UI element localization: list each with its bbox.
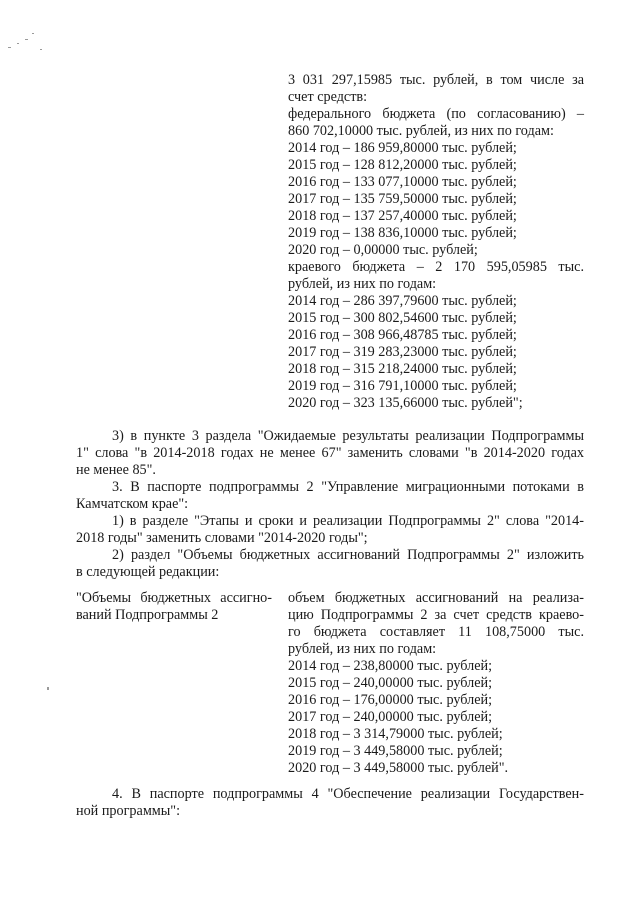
scan-speck: [32, 33, 34, 34]
scan-speck: [8, 47, 11, 48]
text-line: 3) в пункте 3 раздела "Ожидаемые результаты реализации Подпрограммы: [112, 428, 584, 444]
text-line: 2015 год – 300 802,54600 тыс. рублей;: [288, 310, 517, 326]
text-line: 2017 год – 319 283,23000 тыс. рублей;: [288, 344, 517, 360]
text-line: 2017 год – 135 759,50000 тыс. рублей;: [288, 191, 517, 207]
text-line: 2018 год – 315 218,24000 тыс. рублей;: [288, 361, 517, 377]
text-line: 2014 год – 186 959,80000 тыс. рублей;: [288, 140, 517, 156]
text-line: 1) в разделе "Этапы и сроки и реализации Подпрограммы 2" слова "2014-: [112, 513, 584, 529]
text-line: 2018 год – 3 314,79000 тыс. рублей;: [288, 726, 503, 742]
text-line: рублей, из них по годам:: [288, 641, 437, 657]
text-line: цию Подпрограммы 2 за счет средств краево-: [288, 607, 584, 623]
text-line: 2016 год – 308 966,48785 тыс. рублей;: [288, 327, 517, 343]
text-line: 2020 год – 323 135,66000 тыс. рублей";: [288, 395, 523, 411]
text-line: 3. В паспорте подпрограммы 2 "Управление миграционными потоками в: [112, 479, 584, 495]
text-line: 860 702,10000 тыс. рублей, из них по годам:: [288, 123, 554, 139]
text-line: 4. В паспорте подпрограммы 4 "Обеспечение реализации Государствен-: [112, 786, 584, 802]
text-line: 2015 год – 128 812,20000 тыс. рублей;: [288, 157, 517, 173]
text-line: не менее 85".: [76, 462, 156, 478]
scan-speck: [40, 49, 42, 50]
text-line: 2018 год – 137 257,40000 тыс. рублей;: [288, 208, 517, 224]
text-line: краевого бюджета – 2 170 595,05985 тыс.: [288, 259, 584, 275]
text-line: 1" слова "в 2014-2018 годах не менее 67" заменить словами "в 2014-2020 годах: [76, 445, 584, 461]
text-line: 2019 год – 3 449,58000 тыс. рублей;: [288, 743, 503, 759]
text-line: 2020 год – 3 449,58000 тыс. рублей".: [288, 760, 509, 776]
text-line: 2014 год – 286 397,79600 тыс. рублей;: [288, 293, 517, 309]
text-line: 2017 год – 240,00000 тыс. рублей;: [288, 709, 493, 725]
text-line: 2016 год – 176,00000 тыс. рублей;: [288, 692, 493, 708]
text-line: в следующей редакции:: [76, 564, 220, 580]
text-line: счет средств:: [288, 89, 368, 105]
text-line: 2016 год – 133 077,10000 тыс. рублей;: [288, 174, 517, 190]
text-line: Камчатском крае":: [76, 496, 189, 512]
text-line: федерального бюджета (по согласованию) –: [288, 106, 584, 122]
text-line: го бюджета составляет 11 108,75000 тыс.: [288, 624, 584, 640]
scan-speck: [47, 687, 49, 690]
text-line: рублей, из них по годам:: [288, 276, 437, 292]
text-line: ной программы":: [76, 803, 181, 819]
text-line: 2020 год – 0,00000 тыс. рублей;: [288, 242, 478, 258]
text-line: 3 031 297,15985 тыс. рублей, в том числе за: [288, 72, 584, 88]
text-line: 2018 годы" заменить словами "2014-2020 годы";: [76, 530, 368, 546]
text-line: 2014 год – 238,80000 тыс. рублей;: [288, 658, 493, 674]
scan-speck: [25, 39, 28, 40]
text-line: ваний Подпрограммы 2: [76, 607, 219, 623]
text-line: 2015 год – 240,00000 тыс. рублей;: [288, 675, 493, 691]
scan-speck: [17, 43, 19, 44]
text-line: 2) раздел "Объемы бюджетных ассигнований Подпрограммы 2" изложить: [112, 547, 584, 563]
text-line: "Объемы бюджетных ассигно-: [76, 590, 272, 606]
text-line: объем бюджетных ассигнований на реализа-: [288, 590, 584, 606]
text-line: 2019 год – 316 791,10000 тыс. рублей;: [288, 378, 517, 394]
text-line: 2019 год – 138 836,10000 тыс. рублей;: [288, 225, 517, 241]
